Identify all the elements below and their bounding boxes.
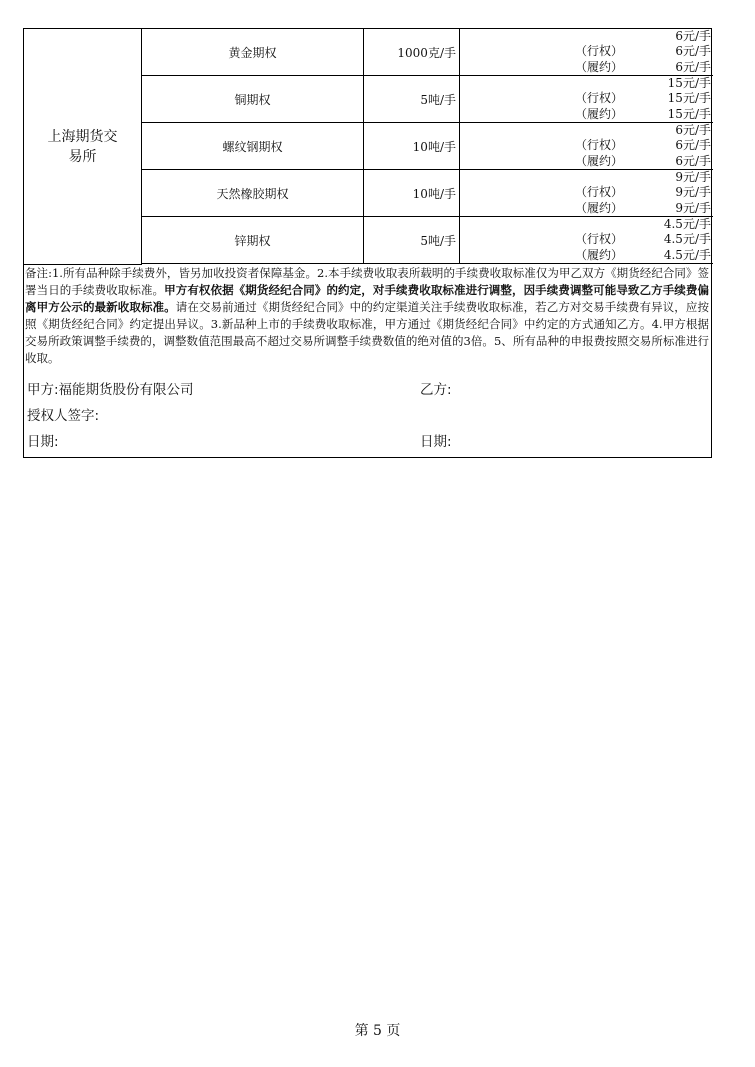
- performance-fee: 6元/手: [675, 154, 711, 168]
- product-name: 锌期权: [142, 217, 364, 263]
- page-number: 第 5 页: [354, 1023, 401, 1039]
- note-text-continued: 请在交易前通过《期货经纪合同》中的约定渠道关注手续费收取标准，若乙方对交易手续费有异议，应按照《期货经纪合同》约定提出异议。3.新品种上市的手续费收取标准，甲方通过《期货经纪合同》中约定的方式通知乙方。4.甲方根据交易所政策调整手续费的，调整数值范围最高不超过交易所调整手续费数值的绝对值的3倍。5、所有品种的申报费按照交易所标准进行收取。: [25, 300, 709, 365]
- contract-unit: 10吨/手: [364, 170, 460, 216]
- party-b: 乙方:: [420, 382, 452, 398]
- performance-fee: 15元/手: [667, 107, 711, 121]
- table-row: [142, 217, 713, 264]
- table-row: [142, 76, 713, 123]
- performance-label: （履约）: [575, 201, 624, 215]
- party-a: 甲方:福能期货股份有限公司: [27, 382, 194, 398]
- exercise-label: （行权）: [575, 138, 624, 152]
- date-party-b: 日期:: [420, 434, 452, 450]
- table-row: [142, 170, 713, 217]
- fee-value: 6元/手: [675, 29, 711, 43]
- exercise-fee: 4.5元/手: [663, 232, 711, 246]
- exercise-fee: 6元/手: [675, 138, 711, 152]
- exercise-label: （行权）: [575, 232, 624, 246]
- note-text: 备注:1.所有品种除手续费外，皆另加收投资者保障基金。2.本手续费收取表所载明的手续费收取标准仅为甲乙双方《期货经纪合同》签署当日的手续费收取标准。: [25, 266, 709, 297]
- performance-fee: 6元/手: [675, 60, 711, 74]
- product-name: 铜期权: [142, 76, 364, 122]
- fee-value: 9元/手: [675, 170, 711, 184]
- remarks-note: [25, 265, 709, 367]
- exercise-fee: 6元/手: [675, 44, 711, 58]
- product-name: 天然橡胶期权: [142, 170, 364, 216]
- exercise-label: （行权）: [575, 91, 624, 105]
- fee-cell: [460, 217, 713, 263]
- table-row: [142, 29, 713, 76]
- note-bold-text: 甲方有权依据《期货经纪合同》的约定，对手续费收取标准进行调整，因手续费调整可能导致乙方手续费偏离甲方公示的最新收取标准。: [25, 283, 709, 314]
- table-row: [142, 123, 713, 170]
- exercise-label: （行权）: [575, 44, 624, 58]
- exchange-name: 上海期货交易所: [47, 128, 118, 165]
- exchange-cell: [24, 29, 142, 265]
- authorized-signature: 授权人签字:: [27, 408, 100, 424]
- date-party-a: 日期:: [27, 434, 59, 450]
- fee-cell: [460, 29, 713, 75]
- performance-label: （履约）: [575, 60, 624, 74]
- performance-fee: 4.5元/手: [663, 248, 711, 262]
- fee-value: 4.5元/手: [663, 217, 711, 231]
- contract-unit: 5吨/手: [364, 76, 460, 122]
- fee-cell: [460, 76, 713, 122]
- fee-value: 15元/手: [667, 76, 711, 90]
- contract-unit: 10吨/手: [364, 123, 460, 169]
- fee-cell: [460, 123, 713, 169]
- exercise-label: （行权）: [575, 185, 624, 199]
- performance-label: （履约）: [575, 248, 624, 262]
- product-name: 螺纹钢期权: [142, 123, 364, 169]
- performance-label: （履约）: [575, 107, 624, 121]
- fee-value: 6元/手: [675, 123, 711, 137]
- fee-cell: [460, 170, 713, 216]
- exercise-fee: 15元/手: [667, 91, 711, 105]
- contract-unit: 5吨/手: [364, 217, 460, 263]
- exercise-fee: 9元/手: [675, 185, 711, 199]
- performance-label: （履约）: [575, 154, 624, 168]
- performance-fee: 9元/手: [675, 201, 711, 215]
- product-name: 黄金期权: [142, 29, 364, 75]
- contract-unit: 1000克/手: [364, 29, 460, 75]
